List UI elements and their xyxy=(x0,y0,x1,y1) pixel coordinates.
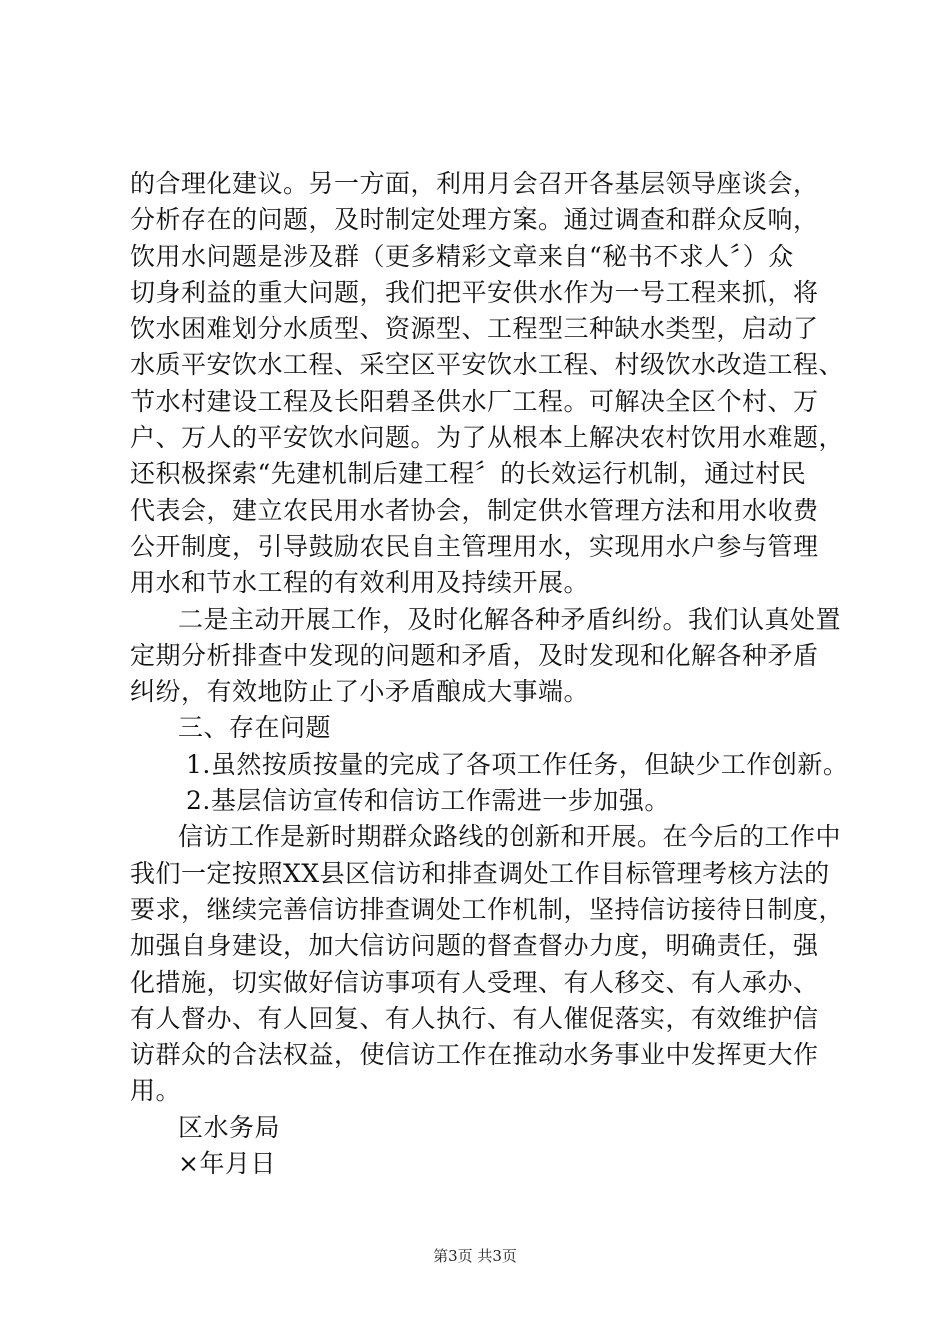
document-body xyxy=(130,166,850,1182)
page-number: 第3页 共3页 xyxy=(433,1247,517,1265)
paragraph-start-line: 信访工作是新时期群众路线的创新和开展。在今后的工作中 xyxy=(178,822,842,852)
text-line: 分析存在的问题，及时制定处理方案。通过调查和群众反响， xyxy=(130,205,819,235)
text-line: 用。 xyxy=(130,1076,182,1106)
text-line: 我们一定按照XX县区信访和排查调处工作目标管理考核方法的 xyxy=(130,858,830,888)
list-item: 1.虽然按质按量的完成了各项工作任务，但缺少工作创新。 xyxy=(186,749,849,779)
text-line: 用水和节水工程的有效利用及持续开展。 xyxy=(130,568,590,598)
text-line: 饮用水问题是涉及群（更多精彩文章来自“秘书不求人〞）众 xyxy=(130,241,794,271)
text-line: 定期分析排查中发现的问题和矛盾，及时发现和化解各种矛盾 xyxy=(130,640,819,670)
text-line: 加强自身建设，加大信访问题的督查督办力度，明确责任，强 xyxy=(130,931,819,961)
signature-organization: 区水务局 xyxy=(178,1112,281,1142)
text-line: 纠纷，有效地防止了小矛盾酿成大事端。 xyxy=(130,677,590,707)
text-line: 切身利益的重大问题，我们把平安供水作为一号工程来抓，将 xyxy=(130,277,819,307)
text-line: 还积极探索“先建机制后建工程〞的长效运行机制，通过村民 xyxy=(130,459,807,489)
list-item: 2.基层信访宣传和信访工作需进一步加强。 xyxy=(186,786,670,816)
text-line: 代表会，建立农民用水者协会，制定供水管理方法和用水收费 xyxy=(130,495,819,525)
text-line: 要求，继续完善信访排查调处工作机制，坚持信访接待日制度， xyxy=(130,894,845,924)
paragraph-start-line: 二是主动开展工作，及时化解各种矛盾纠纷。我们认真处置 xyxy=(178,604,842,634)
text-line: 的合理化建议。另一方面，利用月会召开各基层领导座谈会， xyxy=(130,169,819,198)
text-line: 饮水困难划分水质型、资源型、工程型三种缺水类型，启动了 xyxy=(130,314,819,344)
text-line: 访群众的合法权益，使信访工作在推动水务事业中发挥更大作 xyxy=(130,1040,819,1070)
page-footer xyxy=(0,1245,950,1266)
text-line: 户、万人的平安饮水问题。为了从根本上解决农村饮用水难题， xyxy=(130,423,845,453)
text-line: 化措施，切实做好信访事项有人受理、有人移交、有人承办、 xyxy=(130,967,819,997)
text-line: 节水村建设工程及长阳碧圣供水厂工程。可解决全区个村、万 xyxy=(130,386,819,416)
text-line: 公开制度，引导鼓励农民自主管理用水，实现用水户参与管理 xyxy=(130,531,819,561)
text-line: 有人督办、有人回复、有人执行、有人催促落实，有效维护信 xyxy=(130,1003,819,1033)
text-line: 水质平安饮水工程、采空区平安饮水工程、村级饮水改造工程、 xyxy=(130,350,845,380)
signature-date: ×年月日 xyxy=(178,1149,276,1179)
section-heading: 三、存在问题 xyxy=(178,713,332,743)
